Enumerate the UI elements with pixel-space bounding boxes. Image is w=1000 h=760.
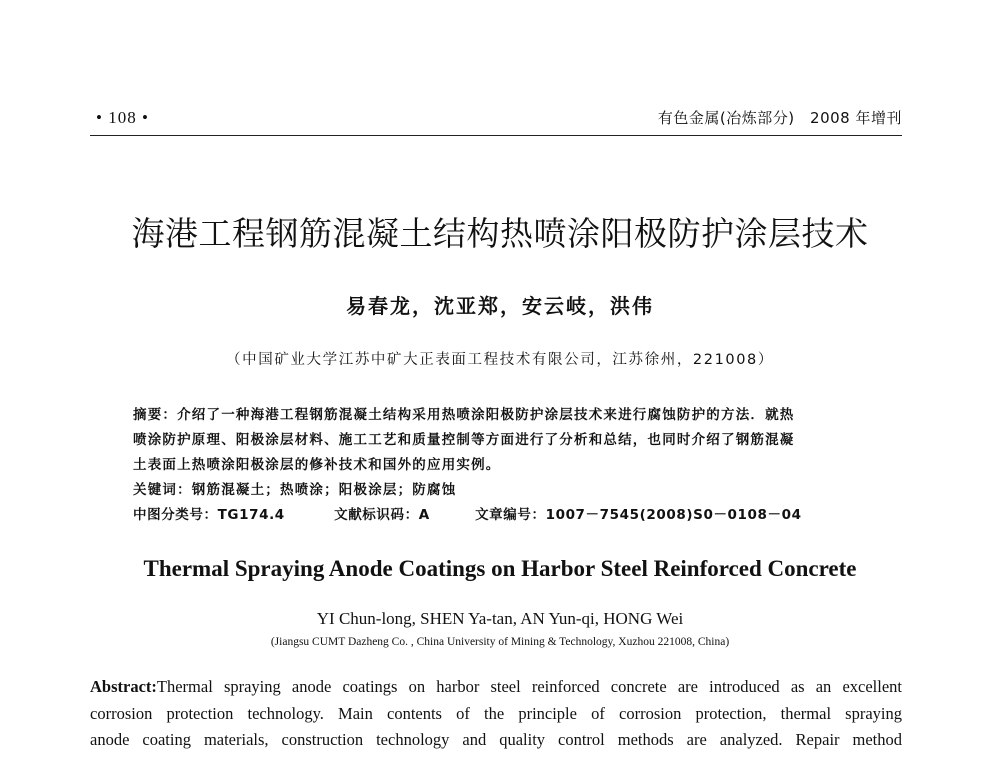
chinese-title: 海港工程钢筋混凝土结构热喷涂阳极防护涂层技术 bbox=[131, 214, 869, 253]
chinese-authors: 易春龙，沈亚郑，安云岐，洪伟 bbox=[346, 294, 654, 318]
english-affiliation: (Jiangsu CUMT Dazheng Co. , China University of Mining & Technology, Xuzhou 221008, China) bbox=[270, 636, 730, 648]
abstract-label: Abstract: bbox=[90, 677, 157, 696]
english-abstract-line: Abstract:Thermal spraying anode coatings on harbor steel reinforced concrete are introduced as an excellent bbox=[90, 677, 902, 696]
english-abstract-line: anode coating materials, construction technology and quality control methods are analyzed. Repair method bbox=[90, 730, 902, 749]
chinese-abstract bbox=[133, 403, 868, 503]
header-rule bbox=[90, 135, 902, 136]
journal-name: 有色金属(冶炼部分) 2008 年增刊 bbox=[657, 109, 902, 127]
chinese-keywords: 关键词：钢筋混凝土；热喷涂；阳极涂层；防腐蚀 bbox=[133, 482, 457, 498]
page-number: • 108 • bbox=[96, 108, 149, 127]
chinese-abstract-line: 土表面上热喷涂阳极涂层的修补技术和国外的应用实例。 bbox=[133, 457, 501, 473]
clc-number: 中图分类号：TG174.4 bbox=[133, 507, 285, 523]
chinese-abstract-line: 摘要：介绍了一种海港工程钢筋混凝土结构采用热喷涂阳极防护涂层技术来进行腐蚀防护的方法．就热 bbox=[133, 407, 795, 423]
article-id: 文章编号：1007－7545(2008)S0－0108－04 bbox=[475, 507, 802, 523]
document-code: 文献标识码：A bbox=[334, 507, 430, 523]
english-abstract bbox=[90, 674, 902, 754]
english-abstract-line: corrosion protection technology. Main contents of the principle of corrosion protection, thermal spraying bbox=[90, 703, 902, 723]
chinese-abstract-line: 喷涂防护原理、阳极涂层材料、施工工艺和质量控制等方面进行了分析和总结，也同时介绍了钢筋混凝 bbox=[133, 432, 795, 448]
chinese-affiliation: （中国矿业大学江苏中矿大正表面工程技术有限公司，江苏徐州，221008） bbox=[226, 352, 774, 368]
classification-info bbox=[133, 503, 802, 523]
english-authors: YI Chun-long, SHEN Ya-tan, AN Yun-qi, HONG Wei bbox=[316, 609, 684, 628]
english-title: Thermal Spraying Anode Coatings on Harbor Steel Reinforced Concrete bbox=[143, 556, 857, 581]
